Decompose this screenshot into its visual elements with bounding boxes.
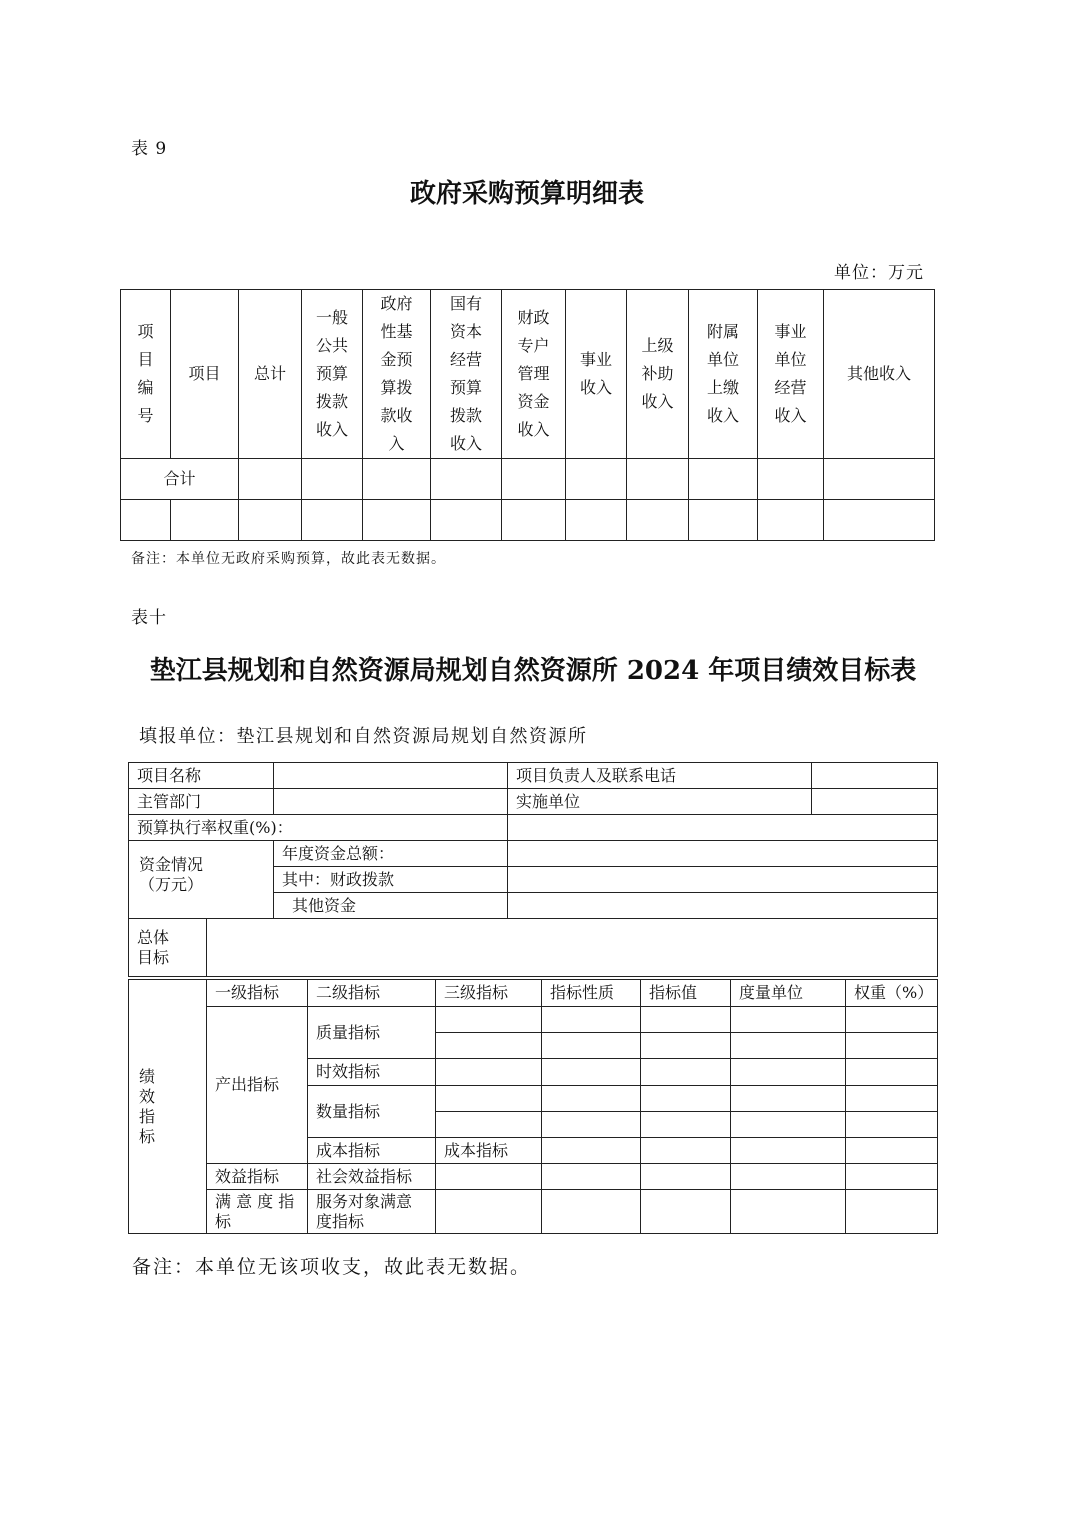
header-project-code: 项 目 编 号: [121, 290, 171, 459]
quality-indicator: 质量指标: [308, 1007, 436, 1059]
dept-label: 主管部门: [129, 789, 274, 815]
table9-label: 表 9: [131, 139, 168, 159]
table9-unit: 单位：万元: [834, 263, 924, 283]
total-row-label: 合计: [121, 459, 239, 500]
col-unit: 度量单位: [731, 980, 846, 1007]
service-satisfaction-indicator: 服务对象满意 度指标: [308, 1190, 436, 1234]
table-row: [121, 459, 935, 500]
col-nature: 指标性质: [542, 980, 641, 1007]
performance-goal-table: [128, 762, 938, 977]
quantity-indicator: 数量指标: [308, 1086, 436, 1138]
col-level3: 三级指标: [436, 980, 542, 1007]
funds-total-label: 年度资金总额：: [274, 841, 508, 867]
funds-other-label: 其他资金: [274, 893, 508, 919]
project-name-label: 项目名称: [129, 763, 274, 789]
perf-indicator-table: [128, 979, 938, 1234]
col-value: 指标值: [641, 980, 731, 1007]
funds-fiscal-label: 其中：财政拨款: [274, 867, 508, 893]
funds-label: 资金情况 （万元）: [129, 841, 274, 919]
table-row: [121, 500, 935, 541]
header-state-capital: 国有 资本 经营 预算 拨款 收入: [431, 290, 502, 459]
perf-label: 绩 效 指 标: [129, 980, 207, 1234]
header-gov-fund: 政府 性基 金预 算拨 款收 入: [363, 290, 431, 459]
satisfaction-indicator: 满 意 度 指 标: [207, 1190, 308, 1234]
budget-rate-label: 预算执行率权重(%)：: [129, 815, 508, 841]
col-level1: 一级指标: [207, 980, 308, 1007]
table9-title: 政府采购预算明细表: [409, 179, 644, 209]
header-special-account: 财政 专户 管理 资金 收入: [502, 290, 566, 459]
header-superior-subsidy: 上级 补助 收入: [627, 290, 689, 459]
table10-note: 备注：本单位无该项收支，故此表无数据。: [132, 1256, 532, 1278]
project-name-value: [274, 763, 508, 789]
benefit-indicator: 效益指标: [207, 1164, 308, 1190]
overall-goal-label: 总体 目标: [129, 919, 207, 977]
impl-unit-label: 实施单位: [508, 789, 812, 815]
social-benefit-indicator: 社会效益指标: [308, 1164, 436, 1190]
cost-indicator-l1: 成本指标: [308, 1138, 436, 1164]
project-owner-label: 项目负责人及联系电话: [508, 763, 812, 789]
timeliness-indicator: 时效指标: [308, 1059, 436, 1086]
header-operating-income: 事业 单位 经营 收入: [758, 290, 824, 459]
header-business-income: 事业 收入: [566, 290, 627, 459]
header-project: 项目: [171, 290, 239, 459]
header-other-income: 其他收入: [824, 290, 935, 459]
header-total: 总计: [239, 290, 302, 459]
col-weight: 权重（%）: [846, 980, 938, 1007]
table9-note: 备注：本单位无政府采购预算，故此表无数据。: [131, 551, 446, 567]
col-level2: 二级指标: [308, 980, 436, 1007]
header-affiliated-income: 附属 单位 上缴 收入: [689, 290, 758, 459]
project-owner-value: [812, 763, 938, 789]
procurement-budget-table: [120, 289, 935, 541]
cost-indicator-l2: 成本指标: [436, 1138, 542, 1164]
header-general-budget: 一般 公共 预算 拨款 收入: [302, 290, 363, 459]
table10-title: 垫江县规划和自然资源局规划自然资源所 2024 年项目绩效目标表: [149, 656, 917, 686]
table10-label: 表十: [131, 608, 167, 628]
filling-unit: 填报单位：垫江县规划和自然资源局规划自然资源所: [139, 726, 588, 747]
output-indicator: 产出指标: [207, 1007, 308, 1164]
